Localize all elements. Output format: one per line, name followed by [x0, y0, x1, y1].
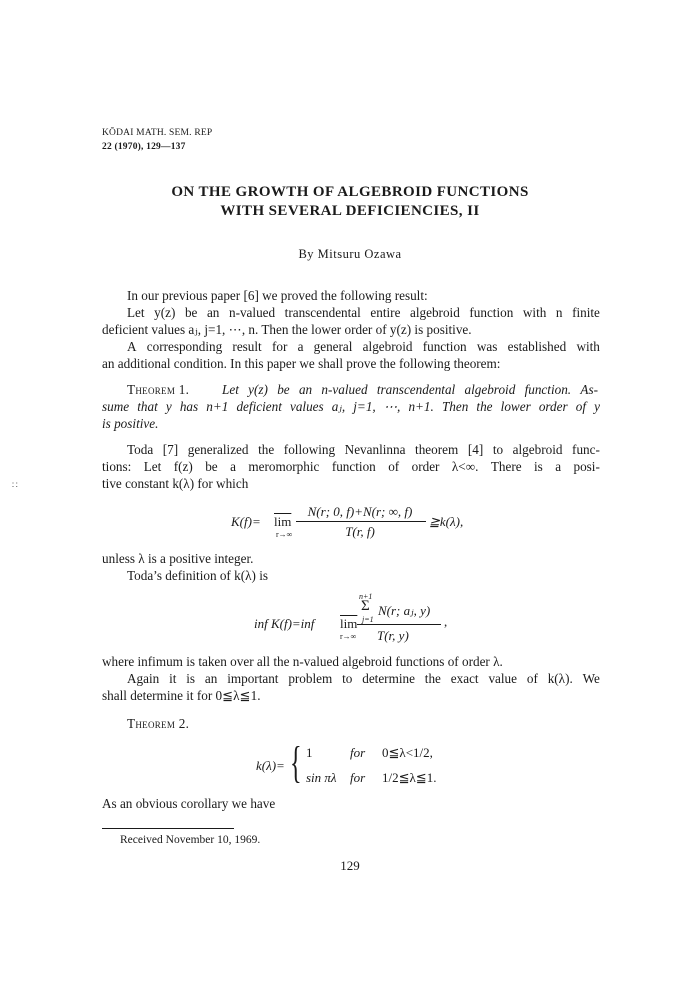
word: Let: [127, 305, 145, 320]
word: deficient: [236, 399, 282, 414]
word: that: [137, 399, 158, 414]
after-eq2-line-2: [127, 671, 600, 687]
word: meromorphic: [248, 459, 320, 474]
word: of: [526, 671, 538, 686]
eq1-lim-subscript: r→∞: [276, 530, 293, 539]
word: y(z): [154, 305, 176, 320]
word: n-valued: [228, 305, 276, 320]
word: f(z): [173, 459, 193, 474]
word: As-: [580, 382, 598, 397]
word: of: [575, 399, 587, 414]
word: [4]: [467, 442, 484, 457]
page-number: 129: [340, 858, 360, 873]
eq3-case-2-condition: 1/2≦λ≦1.: [382, 770, 437, 785]
word: posi-: [573, 459, 600, 474]
word: has: [179, 399, 199, 414]
eq2-comma: ,: [444, 614, 448, 629]
word: values: [289, 399, 324, 414]
word: order: [411, 459, 440, 474]
word: be: [277, 382, 290, 397]
word: algebroid: [362, 339, 413, 354]
intro-paragraph-3-line-2: an additional condition. In this paper we shall prove the following theorem:: [102, 356, 501, 371]
eq2-sum-lower: j=1: [362, 615, 374, 624]
word: general: [313, 339, 353, 354]
word: is: [186, 671, 196, 686]
eq3-case-1-for: for: [350, 745, 366, 760]
word: Again: [127, 671, 160, 686]
word: established: [507, 339, 567, 354]
word: an: [204, 671, 218, 686]
word: Let: [222, 382, 239, 397]
word: an: [298, 382, 313, 397]
eq3-lhs: k(λ)=: [256, 758, 285, 773]
word: ⋯,: [383, 399, 401, 414]
word: for: [271, 339, 288, 354]
word: n-valued: [321, 382, 368, 397]
word: Nevanlinna: [344, 442, 406, 457]
word: function: [331, 459, 376, 474]
word: to: [342, 671, 353, 686]
word: y(z): [248, 382, 268, 397]
word: Then: [441, 399, 469, 414]
eq1-rhs: ≧k(λ),: [429, 514, 464, 529]
word: a: [230, 459, 236, 474]
word: generalized: [187, 442, 249, 457]
word: problem: [288, 671, 333, 686]
word: A: [127, 339, 137, 354]
theorem-1-label: Theorem 1.: [127, 382, 190, 397]
eq3-case-2-value: sin πλ: [306, 770, 337, 785]
word: algebroid: [512, 442, 563, 457]
word: it: [169, 671, 177, 686]
after-eq1-line-2: Toda’s definition of k(λ) is: [127, 568, 268, 583]
word: following: [283, 442, 336, 457]
theorem-1-statement-line-2: [102, 399, 600, 415]
eq1-lhs: K(f)=: [231, 514, 261, 529]
eq2-numerator: N(r; aⱼ, y): [378, 603, 431, 618]
eq2-sum-symbol: Σ: [361, 598, 370, 614]
journal-name: KŌDAI MATH. SEM. REP: [102, 128, 213, 138]
word: order: [538, 399, 568, 414]
eq2-fraction-bar: [357, 624, 441, 625]
word: is: [533, 459, 543, 474]
theorem-1-line-1: [127, 382, 189, 398]
word: be: [184, 305, 198, 320]
word: Let: [143, 459, 162, 474]
word: func-: [572, 442, 600, 457]
word: be: [205, 459, 218, 474]
margin-mark: ∷: [12, 480, 18, 490]
toda-paragraph-line-3: tive constant k(λ) for which: [102, 476, 249, 491]
word: sume: [102, 399, 130, 414]
word: the: [258, 442, 275, 457]
intro-paragraph-3-line-1: [127, 339, 600, 355]
eq2-sum-upper: n+1: [359, 592, 373, 601]
word: was: [476, 339, 498, 354]
word: y: [165, 399, 172, 414]
word: of: [388, 459, 400, 474]
eq3-case-1-condition: 0≦λ<1/2,: [382, 745, 433, 760]
word: There: [490, 459, 522, 474]
word: transcendental: [284, 305, 361, 320]
word: with: [522, 305, 547, 320]
word: function: [422, 339, 467, 354]
toda-paragraph-line-1: [127, 442, 600, 458]
word: function.: [524, 382, 572, 397]
theorem-1-statement-line-3: is positive.: [102, 416, 159, 431]
word: algebroid: [464, 382, 516, 397]
word: an: [206, 305, 220, 320]
footnote-rule: [102, 828, 234, 829]
paper-title-line-1: ON THE GROWTH OF ALGEBROID FUNCTIONS: [171, 184, 529, 200]
word: λ<∞.: [451, 459, 479, 474]
word: We: [582, 671, 600, 686]
theorem-1-statement-line-1: [222, 382, 598, 398]
word: a: [555, 459, 562, 474]
word: corresponding: [146, 339, 223, 354]
word: function: [469, 305, 514, 320]
eq2-lim-subscript: r→∞: [340, 632, 357, 641]
word: theorem: [415, 442, 459, 457]
footnote-received: Received November 10, 1969.: [120, 834, 261, 846]
word: n+1.: [408, 399, 434, 414]
eq2-lim: $\overline{lim}$: [340, 616, 358, 631]
word: determine: [362, 671, 415, 686]
word: result: [232, 339, 262, 354]
after-eq2-line-1: where infimum is taken over all the n-valued algebroid functions of order λ.: [102, 654, 503, 669]
word: lower: [500, 399, 531, 414]
after-eq1-line-1: unless λ is a positive integer.: [102, 551, 254, 566]
intro-paragraph-1: In our previous paper [6] we proved the following result:: [127, 288, 428, 303]
word: aⱼ,: [331, 399, 346, 414]
eq3-case-1-value: 1: [306, 745, 313, 760]
word: with: [576, 339, 600, 354]
author-byline: By Mitsuru Ozawa: [298, 247, 402, 261]
eq3-brace: {: [290, 738, 302, 787]
paper-title-line-2: WITH SEVERAL DEFICIENCIES, II: [220, 203, 480, 219]
word: to: [492, 442, 504, 457]
eq2-lhs: inf K(f)=inf: [254, 616, 315, 631]
word: exact: [450, 671, 479, 686]
word: a: [297, 339, 304, 354]
eq2-denominator: T(r, y): [377, 628, 409, 643]
word: the: [424, 671, 441, 686]
eq1-numerator: N(r; 0, f)+N(r; ∞, f): [307, 504, 413, 519]
word: j=1,: [353, 399, 376, 414]
word: [7]: [162, 442, 179, 457]
eq1-lim: $\overline{lim}$: [274, 514, 292, 529]
word: Toda: [127, 442, 154, 457]
eq1-fraction-bar: [296, 521, 426, 522]
eq3-case-2-for: for: [350, 770, 366, 785]
word: important: [227, 671, 279, 686]
word: tions:: [102, 459, 132, 474]
word: value: [488, 671, 517, 686]
journal-volume: 22 (1970), 129—137: [102, 142, 186, 152]
word: y: [594, 399, 600, 414]
word: n+1: [206, 399, 229, 414]
theorem-2-label: Theorem 2.: [127, 716, 190, 731]
intro-paragraph-2-line-1: [127, 305, 600, 321]
eq1-denominator: T(r, f): [345, 524, 375, 539]
word: algebroid: [410, 305, 460, 320]
word: finite: [572, 305, 600, 320]
word: k(λ).: [547, 671, 573, 686]
word: transcendental: [376, 382, 456, 397]
corollary-line: As an obvious corollary we have: [102, 796, 276, 811]
toda-paragraph-line-2: [102, 459, 600, 475]
word: n: [555, 305, 563, 320]
intro-paragraph-2-line-2: deficient values aⱼ, j=1, ⋯, n. Then the lower order of y(z) is positive.: [102, 322, 472, 337]
word: the: [476, 399, 493, 414]
word: entire: [370, 305, 401, 320]
after-eq2-line-3: shall determine it for 0≦λ≦1.: [102, 688, 261, 703]
